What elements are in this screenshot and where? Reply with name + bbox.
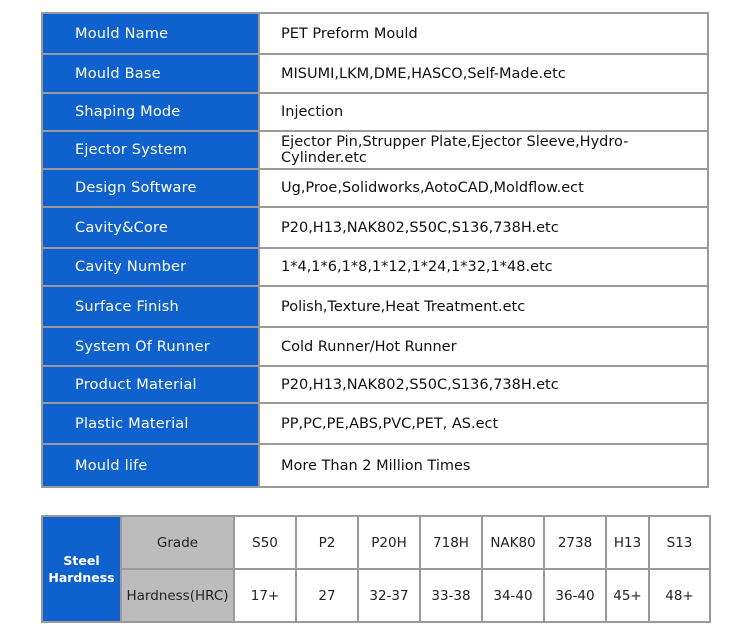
spec-row	[42, 286, 708, 327]
steel-title-line1: Steel	[63, 553, 100, 568]
spec-value: Cold Runner/Hot Runner	[259, 327, 708, 366]
grade-cell: 2738	[544, 516, 606, 569]
spec-value: PET Preform Mould	[259, 13, 708, 54]
grade-cell: P2	[296, 516, 358, 569]
spec-label: Design Software	[42, 169, 259, 207]
spec-label: Plastic Material	[42, 403, 259, 444]
spec-value: MISUMI,LKM,DME,HASCO,Self-Made.etc	[259, 54, 708, 93]
grade-row	[42, 516, 710, 569]
grade-cell: S50	[234, 516, 296, 569]
spec-value: Ug,Proe,Solidworks,AotoCAD,Moldflow.ect	[259, 169, 708, 207]
spec-row	[42, 248, 708, 286]
hardness-cell: 17+	[234, 569, 296, 622]
spec-label: Mould Name	[42, 13, 259, 54]
spec-row	[42, 13, 708, 54]
spec-label: Surface Finish	[42, 286, 259, 327]
grade-cell: P20H	[358, 516, 420, 569]
grade-label: Grade	[121, 516, 234, 569]
hardness-cell: 36-40	[544, 569, 606, 622]
spec-value: 1*4,1*6,1*8,1*12,1*24,1*32,1*48.etc	[259, 248, 708, 286]
spec-label: Mould Base	[42, 54, 259, 93]
hardness-cell: 45+	[606, 569, 649, 622]
hardness-label: Hardness(HRC)	[121, 569, 234, 622]
hardness-cell: 33-38	[420, 569, 482, 622]
spec-row	[42, 93, 708, 131]
grade-cell: 718H	[420, 516, 482, 569]
grade-cell: NAK80	[482, 516, 544, 569]
spec-label: Cavity Number	[42, 248, 259, 286]
hardness-cell: 48+	[649, 569, 710, 622]
spec-row	[42, 207, 708, 248]
spec-label: Ejector System	[42, 131, 259, 169]
spec-label: Mould life	[42, 444, 259, 487]
grade-cell: S13	[649, 516, 710, 569]
spec-value: PP,PC,PE,ABS,PVC,PET, AS.ect	[259, 403, 708, 444]
spec-value: P20,H13,NAK802,S50C,S136,738H.etc	[259, 207, 708, 248]
spec-label: System Of Runner	[42, 327, 259, 366]
spec-label: Cavity&Core	[42, 207, 259, 248]
grade-cell: H13	[606, 516, 649, 569]
spec-value: P20,H13,NAK802,S50C,S136,738H.etc	[259, 366, 708, 403]
steel-hardness-table	[41, 515, 711, 623]
spec-row	[42, 327, 708, 366]
steel-hardness-header	[42, 516, 121, 622]
spec-value: Polish,Texture,Heat Treatment.etc	[259, 286, 708, 327]
hardness-row	[42, 569, 710, 622]
hardness-cell: 32-37	[358, 569, 420, 622]
spec-row	[42, 54, 708, 93]
spec-row	[42, 131, 708, 169]
spec-value: Injection	[259, 93, 708, 131]
hardness-cell: 34-40	[482, 569, 544, 622]
spec-label: Product Material	[42, 366, 259, 403]
spec-row	[42, 366, 708, 403]
spec-value: Ejector Pin,Strupper Plate,Ejector Sleeve,Hydro-Cylinder.etc	[259, 131, 708, 169]
spec-value: More Than 2 Million Times	[259, 444, 708, 487]
mould-spec-table	[41, 12, 709, 488]
hardness-cell: 27	[296, 569, 358, 622]
spec-row	[42, 444, 708, 487]
spec-label: Shaping Mode	[42, 93, 259, 131]
steel-title-line2: Hardness	[48, 570, 115, 585]
spec-row	[42, 169, 708, 207]
spec-row	[42, 403, 708, 444]
